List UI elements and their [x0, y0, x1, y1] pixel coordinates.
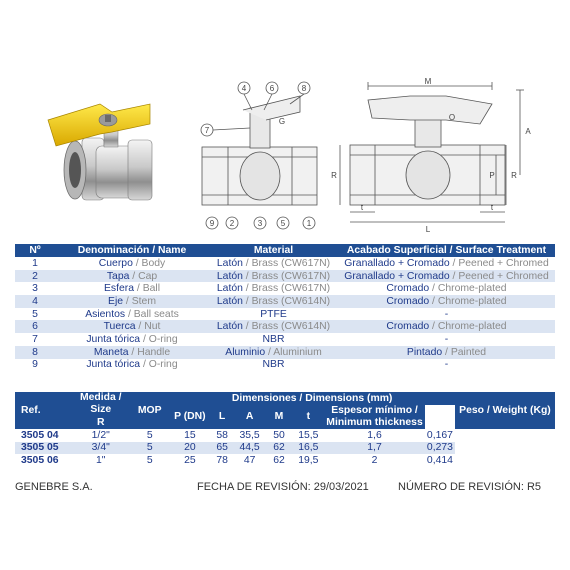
- part-finish: [338, 308, 555, 321]
- part-finish-separator: /: [449, 270, 459, 282]
- cell-size: 1": [95, 454, 106, 466]
- callout-2: 2: [229, 219, 235, 228]
- part-finish-separator: /: [449, 257, 459, 269]
- part-finish-en: Peened + Chromed: [458, 257, 549, 269]
- cell-peso: 0,414: [426, 454, 453, 466]
- part-finish-en: Peened + Chromed: [458, 270, 549, 282]
- part-material-en: Aluminium: [273, 346, 322, 358]
- part-name: [55, 308, 209, 321]
- part-material-en: Brass (CW617N): [251, 283, 331, 295]
- part-finish-separator: /: [429, 283, 438, 295]
- part-finish: [338, 295, 555, 308]
- revision-number: NÚMERO DE REVISIÓN: R5: [398, 481, 542, 493]
- part-name: [55, 270, 209, 283]
- part-material: [209, 320, 338, 333]
- part-number: 5: [32, 308, 38, 320]
- callout-6: 6: [269, 84, 275, 93]
- table-row: [15, 359, 555, 372]
- part-finish-es: Pintado: [406, 346, 443, 358]
- header-dimensions: Dimensiones / Dimensions (mm): [169, 392, 455, 405]
- part-material: [209, 282, 338, 295]
- part-material: [209, 333, 338, 346]
- part-material: [209, 295, 338, 308]
- part-name-en: O-ring: [148, 333, 178, 345]
- part-material: [209, 308, 338, 321]
- part-finish-separator: /: [429, 295, 438, 307]
- dimensions-table: [15, 392, 555, 467]
- part-material-separator: /: [265, 346, 274, 358]
- cell-ref: 3505 05: [15, 442, 71, 455]
- table-row: [15, 320, 555, 333]
- part-material-es: NBR: [262, 333, 285, 345]
- part-name-separator: /: [132, 257, 142, 269]
- cell-a: 35,5: [239, 429, 260, 441]
- table-row: [15, 282, 555, 295]
- part-name-en: Ball seats: [133, 308, 179, 320]
- part-name-en: Stem: [131, 295, 156, 307]
- table-row: [15, 442, 555, 455]
- part-name: [55, 257, 209, 270]
- part-material-separator: /: [242, 321, 252, 333]
- header-name: Denominación / Name: [55, 244, 209, 257]
- part-number: 1: [32, 257, 38, 269]
- callout-7: 7: [204, 126, 210, 135]
- part-finish-separator: /: [442, 346, 451, 358]
- part-name-en: Nut: [144, 321, 161, 333]
- cell-pdn: 25: [184, 454, 196, 466]
- part-name: [55, 282, 209, 295]
- cell-l: 58: [216, 429, 228, 441]
- part-name-es: Eje: [108, 295, 124, 307]
- product-figures: [0, 60, 570, 240]
- part-finish-es: Granallado + Cromado: [344, 257, 450, 269]
- label-m: M: [424, 77, 432, 86]
- part-name-en: O-ring: [148, 359, 178, 371]
- part-finish: [338, 346, 555, 359]
- part-number: 8: [15, 346, 55, 359]
- part-name: [55, 333, 209, 346]
- header-number: Nº: [15, 244, 55, 257]
- cell-a: 44,5: [234, 442, 266, 455]
- part-finish: [338, 320, 555, 333]
- part-name: [55, 359, 209, 372]
- part-material-en: Brass (CW617N): [251, 257, 331, 269]
- header-min-thickness: Espesor mínimo / Minimum thickness: [324, 405, 425, 429]
- part-finish: [338, 333, 555, 346]
- label-r-right: R: [511, 171, 517, 180]
- part-finish-en: Painted: [450, 346, 487, 358]
- header-ref: Ref.: [15, 392, 71, 429]
- part-material-es: Latón: [216, 270, 243, 282]
- part-name-separator: /: [140, 359, 149, 371]
- header-a: A: [234, 405, 266, 429]
- cell-l: 65: [210, 442, 233, 455]
- part-material-separator: /: [242, 283, 252, 295]
- part-number: 4: [15, 295, 55, 308]
- cell-m: 50: [273, 429, 285, 441]
- callout-1: 1: [306, 219, 312, 228]
- header-t: t: [293, 405, 325, 429]
- part-material-separator: /: [242, 295, 252, 307]
- part-material: [209, 359, 338, 372]
- part-finish: [338, 282, 555, 295]
- table-row: [15, 295, 555, 308]
- part-number: 6: [15, 320, 55, 333]
- label-t-left: t: [360, 203, 364, 212]
- part-name-separator: /: [140, 333, 149, 345]
- part-name-es: Asientos: [85, 308, 126, 320]
- part-name-separator: /: [128, 346, 138, 358]
- part-name-en: Body: [141, 257, 166, 269]
- callout-9: 9: [209, 219, 215, 228]
- cell-size: 3/4": [71, 442, 130, 455]
- cell-esp: 2: [371, 454, 378, 466]
- part-material-es: PTFE: [260, 308, 287, 320]
- part-material-en: Brass (CW614N): [251, 295, 331, 307]
- part-finish-en: Chrome-plated: [437, 321, 507, 333]
- table-row: [15, 308, 555, 321]
- cell-ref: 3505 04: [21, 429, 59, 441]
- part-finish: [338, 270, 555, 283]
- company-name: GENEBRE S.A.: [15, 481, 93, 493]
- part-name: [55, 320, 209, 333]
- part-material-separator: /: [242, 257, 252, 269]
- part-material: [209, 346, 338, 359]
- section-drawing: [201, 82, 317, 229]
- table-row: [15, 270, 555, 283]
- part-name-en: Cap: [138, 270, 158, 282]
- part-material-es: Latón: [216, 321, 243, 333]
- part-name-separator: /: [125, 308, 134, 320]
- cell-mop: 5: [130, 442, 169, 455]
- part-name-es: Cuerpo: [98, 257, 133, 269]
- callout-4: 4: [241, 84, 247, 93]
- cell-ref: 3505 06: [21, 454, 59, 466]
- header-l: L: [210, 405, 233, 429]
- part-material-es: Aluminio: [225, 346, 266, 358]
- cell-esp: 1,7: [324, 442, 425, 455]
- part-name-es: Junta tórica: [86, 333, 141, 345]
- part-finish: [338, 359, 555, 372]
- part-finish-en: Chrome-plated: [437, 295, 507, 307]
- callout-8: 8: [301, 84, 307, 93]
- part-material-en: Brass (CW614N): [251, 321, 331, 333]
- cell-pdn: 15: [184, 429, 196, 441]
- part-material-en: Brass (CW617N): [251, 270, 331, 282]
- part-number: 7: [32, 333, 38, 345]
- table-row: [15, 257, 555, 270]
- part-number: 3: [32, 283, 38, 295]
- label-a: A: [525, 127, 531, 136]
- callout-3: 3: [257, 219, 263, 228]
- cell-m: 62: [273, 454, 285, 466]
- header-pdn: P (DN): [169, 405, 210, 429]
- part-material-es: NBR: [262, 359, 285, 371]
- callout-5: 5: [280, 219, 286, 228]
- part-number: 2: [15, 270, 55, 283]
- part-finish-es: Cromado: [386, 283, 430, 295]
- part-name-en: Ball: [142, 283, 161, 295]
- cell-t: 19,5: [298, 454, 319, 466]
- label-t-right: t: [490, 203, 494, 212]
- part-finish-es: -: [444, 333, 449, 345]
- part-finish-es: Granallado + Cromado: [344, 270, 450, 282]
- part-material-es: Latón: [216, 283, 243, 295]
- part-name-separator: /: [135, 321, 145, 333]
- label-g: G: [278, 117, 286, 126]
- valve-photo: [48, 104, 152, 200]
- cell-size: 1/2": [91, 429, 110, 441]
- cell-m: 62: [265, 442, 292, 455]
- table-row: [15, 346, 555, 359]
- part-name-separator: /: [134, 283, 143, 295]
- dimension-drawing: [340, 82, 524, 222]
- part-material-es: Latón: [216, 257, 243, 269]
- part-name-es: Tapa: [106, 270, 130, 282]
- cell-peso: 0,167: [426, 429, 453, 441]
- cell-peso: 0,273: [426, 442, 453, 454]
- label-l: L: [425, 225, 431, 234]
- part-material: [209, 257, 338, 270]
- part-finish-es: -: [444, 359, 449, 371]
- table-row: [15, 429, 555, 442]
- parts-table-header: [15, 244, 555, 257]
- table-row: [15, 333, 555, 346]
- header-surface-treatment: Acabado Superficial / Surface Treatment: [338, 244, 555, 257]
- part-material-separator: /: [242, 270, 252, 282]
- part-number: 9: [32, 359, 38, 371]
- header-mop: MOP: [130, 392, 169, 429]
- part-name-es: Tuerca: [103, 321, 136, 333]
- part-finish-separator: /: [429, 321, 438, 333]
- header-m: M: [265, 405, 292, 429]
- part-name: [55, 295, 209, 308]
- cell-mop: 5: [146, 429, 153, 441]
- part-name-en: Handle: [137, 346, 171, 358]
- part-finish: [338, 257, 555, 270]
- header-r: R: [71, 416, 130, 429]
- table-row: [15, 454, 555, 467]
- cell-l: 78: [216, 454, 228, 466]
- dims-header-row-1: [15, 392, 555, 405]
- part-material: [209, 270, 338, 283]
- part-name: [55, 346, 209, 359]
- cell-mop: 5: [146, 454, 153, 466]
- label-o: O: [448, 113, 456, 122]
- cell-t: 16,5: [293, 442, 325, 455]
- label-r-left: R: [331, 171, 337, 180]
- part-name-separator: /: [123, 295, 132, 307]
- part-name-es: Esfera: [103, 283, 135, 295]
- header-weight: Peso / Weight (Kg): [455, 392, 555, 429]
- cell-t: 15,5: [298, 429, 319, 441]
- part-name-separator: /: [129, 270, 139, 282]
- part-finish-en: Chrome-plated: [437, 283, 507, 295]
- label-p: P: [489, 171, 495, 180]
- part-finish-es: Cromado: [386, 295, 430, 307]
- part-finish-es: Cromado: [386, 321, 430, 333]
- revision-date: FECHA DE REVISIÓN: 29/03/2021: [197, 481, 369, 493]
- cell-a: 47: [243, 454, 256, 466]
- parts-table: [15, 244, 555, 371]
- header-size: Medida / Size: [71, 392, 130, 416]
- cell-esp: 1,6: [367, 429, 382, 441]
- cell-pdn: 20: [169, 442, 210, 455]
- header-material: Material: [209, 244, 338, 257]
- part-finish-es: -: [444, 308, 449, 320]
- part-name-es: Maneta: [93, 346, 129, 358]
- part-name-es: Junta tórica: [86, 359, 141, 371]
- part-material-es: Latón: [216, 295, 243, 307]
